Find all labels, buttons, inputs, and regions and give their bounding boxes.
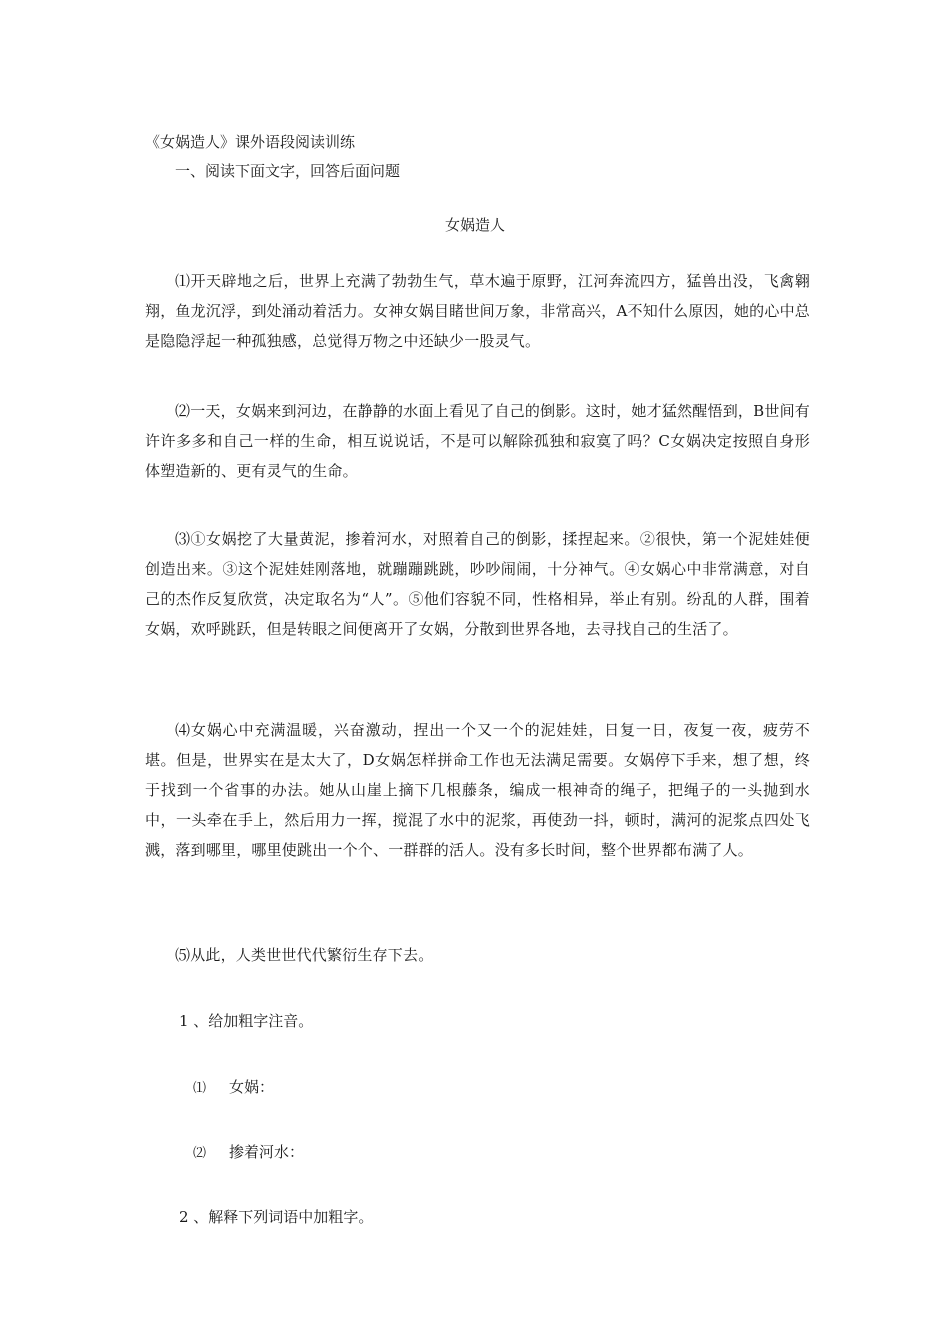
document-title: 《女娲造人》课外语段阅读训练 [145,133,356,151]
item-text: 掺着河水： [229,1143,305,1161]
question-1-item-2 [193,1141,304,1165]
paragraph-2: ⑵一天，女娲来到河边，在静静的水面上看见了自己的倒影。这时，她才猛然醒悟到，B世间有许许多多和自己一样的生命，相互说说话，不是可以解除孤独和寂寞了吗？C女娲决定按照自身形体塑造新的、更有灵气的生命。 [145,402,810,480]
paragraph-1: ⑴开天辟地之后，世界上充满了勃勃生气，草木遍于原野，江河奔流四方，猛兽出没，飞禽翱翔，鱼龙沉浮，到处涌动着活力。女神女娲目睹世间万象，非常高兴，A不知什么原因，她的心中总是隐隐浮起一种孤独感，总觉得万物之中还缺少一股灵气。 [145,272,810,350]
item-number: ⑴ [193,1081,207,1096]
section-heading: 一、阅读下面文字，回答后面问题 [175,162,401,180]
item-text: 女娲： [229,1078,275,1096]
article-title: 女娲造人 [444,216,505,234]
paragraph-3: ⑶①女娲挖了大量黄泥，掺着河水，对照着自己的倒影，揉捏起来。②很快，第一个泥娃娃便创造出来。③这个泥娃娃刚落地，就蹦蹦跳跳，吵吵闹闹，十分神气。④女娲心中非常满意，对自己的杰作反复欣赏，决定取名为“人”。⑤他们容貌不同，性格相异，举止有别。纷乱的人群，围着女娲，欢呼跳跃，但是转眼之间便离开了女娲，分散到世界各地，去寻找自己的生活了。 [145,530,810,638]
question-1-item-1 [193,1076,274,1100]
question-1: 1 、给加粗字注音。 [179,1012,314,1030]
paragraph-4: ⑷女娲心中充满温暖，兴奋激动，捏出一个又一个的泥娃娃，日复一日，夜复一夜，疲劳不堪。但是，世界实在是太大了，D女娲怎样拼命工作也无法满足需要。女娲停下手来，想了想，终于找到一个省事的办法。她从山崖上摘下几根藤条，编成一根神奇的绳子，把绳子的一头抛到水中，一头牵在手上，然后用力一挥，搅混了水中的泥浆，再使劲一抖，顿时，满河的泥浆点四处飞溅，落到哪里，哪里使跳出一个个、一群群的活人。没有多长时间，整个世界都布满了人。 [145,721,810,859]
paragraph-5: ⑸从此，人类世世代代繁衍生存下去。 [175,946,434,964]
question-2: 2 、解释下列词语中加粗字。 [179,1208,374,1226]
item-number: ⑵ [193,1146,207,1161]
